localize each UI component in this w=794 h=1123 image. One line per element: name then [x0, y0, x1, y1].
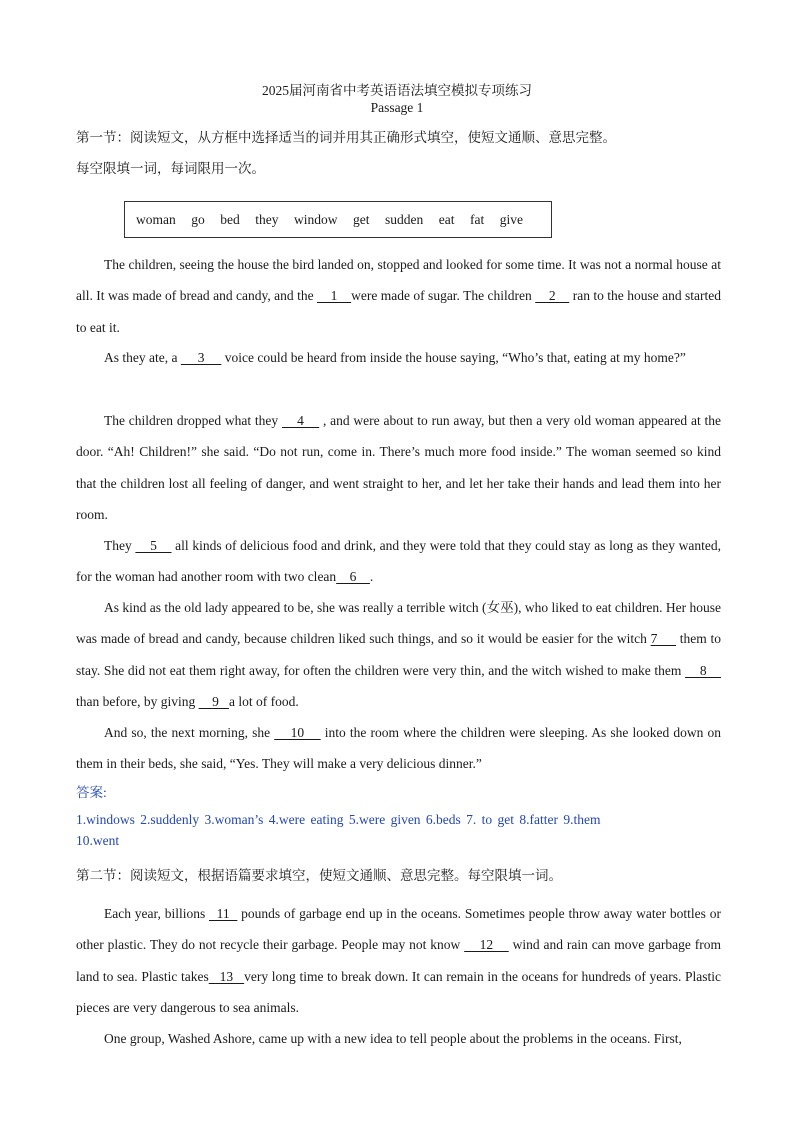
- text: As kind as the old lady appeared to be, she was really a terrible witch (女巫), who liked to eat children. Her house was made of bread and candy, because children liked such things, and so it would be easier for the witch: [76, 600, 721, 647]
- word-bank-item: they: [255, 211, 279, 227]
- paragraph-6: [76, 717, 721, 780]
- text: One group, Washed Ashore, came up with a new idea to tell people about the problems in the oceans. First,: [104, 1031, 682, 1046]
- paragraph-8: [76, 1023, 721, 1054]
- paragraph-5: [76, 592, 721, 717]
- word-bank-box: [124, 201, 552, 238]
- text: The children dropped what they: [104, 413, 282, 428]
- text: them to stay. She did not eat them right away, for often the children were very thin, and the witch wished to make them: [76, 631, 721, 678]
- word-bank-item: woman: [136, 211, 176, 227]
- text: were made of sugar. The children: [351, 288, 536, 304]
- paragraph-3: [76, 405, 721, 530]
- document-title: 2025届河南省中考英语语法填空模拟专项练习: [262, 83, 532, 98]
- word-bank-item: give: [499, 211, 523, 227]
- word-bank-item: window: [294, 211, 338, 227]
- answer-key-line-2: 10.went: [76, 833, 120, 848]
- blank-11[interactable]: 11: [209, 906, 238, 921]
- text: As they ate, a: [104, 350, 181, 365]
- section2-instruction: 第二节：阅读短文，根据语篇要求填空，使短文通顺、意思完整。每空限填一词。: [76, 868, 562, 883]
- blank-9[interactable]: 9: [198, 693, 229, 709]
- text: Each year, billions: [104, 906, 210, 921]
- text: voice could be heard from inside the house saying, “Who’s that, eating at my home?”: [221, 350, 686, 365]
- blank-12[interactable]: 12: [464, 937, 509, 953]
- answers-label: 答案:: [76, 785, 107, 800]
- text: all kinds of delicious food and drink, and they were told that they could stay as long as they wanted, for the woman had another room with two clean: [76, 538, 721, 585]
- text: pounds of garbage end up in the oceans. Sometimes people throw away water bottles or other plastic. They do not recycle their garbage. People may not know: [76, 906, 721, 953]
- paragraph-1: [76, 249, 721, 343]
- word-bank-item: fat: [470, 211, 485, 227]
- text: ran to the house and started to eat it.: [76, 288, 722, 335]
- section1-instruction-cont: 每空限填一词，每词限用一次。: [76, 161, 265, 176]
- paragraph-7: [76, 898, 721, 1023]
- passage-heading: Passage 1: [370, 100, 424, 115]
- blank-1[interactable]: 1: [316, 288, 352, 304]
- blank-5[interactable]: 5: [135, 538, 172, 553]
- text: wind and rain can move garbage from land to sea. Plastic takes: [76, 937, 722, 984]
- word-bank-item: get: [353, 211, 370, 227]
- blank-6[interactable]: 6: [336, 569, 370, 585]
- answer-key: [76, 809, 676, 851]
- word-bank-item: sudden: [385, 211, 424, 227]
- blank-13[interactable]: 13: [208, 968, 245, 984]
- blank-2[interactable]: 2: [535, 288, 570, 304]
- text: a lot of food.: [228, 693, 299, 709]
- blank-3[interactable]: 3: [180, 350, 222, 365]
- blank-8[interactable]: 8: [685, 662, 722, 678]
- paragraph-2: [76, 342, 721, 373]
- blank-4[interactable]: 4: [281, 413, 320, 428]
- text: , and were about to run away, but then a very old woman appeared at the door. “Ah! Children!” she said. “Do not run, come in. There’s much more food inside.” The woman seemed so kind that the children lost all feeling of danger, and went straight to her, and let her take their hands and lead them into her room.: [76, 413, 721, 522]
- word-bank-item: bed: [220, 211, 240, 227]
- section1-instruction: 第一节：阅读短文，从方框中选择适当的词并用其正确形式填空，使短文通顺、意思完整。: [76, 130, 616, 145]
- blank-7[interactable]: 7: [650, 631, 677, 647]
- text: And so, the next morning, she: [104, 725, 275, 740]
- text: very long time to break down. It can remain in the oceans for hundreds of years. Plastic pieces are very dangerous to sea animals.: [76, 968, 722, 1015]
- text: than before, by giving: [76, 693, 199, 709]
- blank-10[interactable]: 10: [274, 725, 321, 740]
- answer-key-line-1: 1.windows 2.suddenly 3.woman’s 4.were eating 5.were given 6.beds 7. to get 8.fatter 9.them: [76, 812, 601, 827]
- text: into the room where the children were sleeping. As she looked down on them in their beds, she said, “Yes. They will make a very delicious dinner.”: [76, 725, 722, 772]
- text: They: [104, 538, 136, 553]
- text: .: [369, 569, 374, 585]
- paragraph-4: [76, 530, 721, 593]
- word-bank-item: eat: [438, 211, 455, 227]
- word-bank-item: go: [191, 211, 205, 227]
- text: The children, seeing the house the bird landed on, stopped and looked for some time. It was not a normal house at all. It was made of bread and candy, and the: [76, 257, 721, 304]
